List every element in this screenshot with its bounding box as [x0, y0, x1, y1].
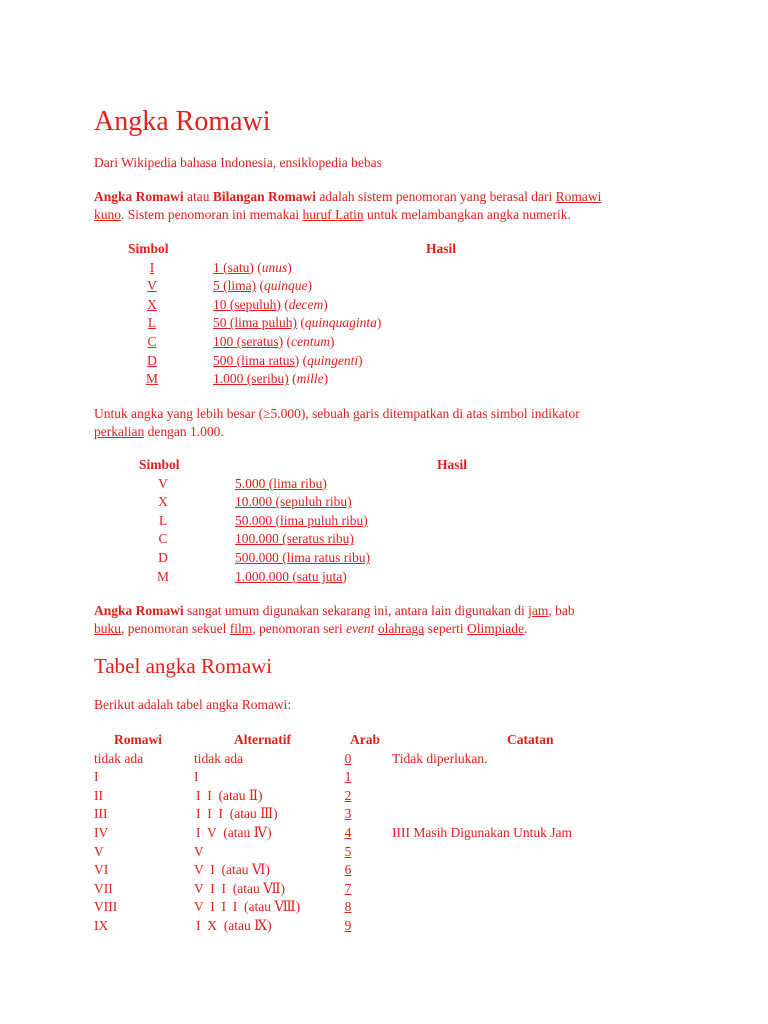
arab-link[interactable]: 9 [344, 918, 352, 933]
result-cell [213, 296, 328, 314]
usage-paragraph [94, 602, 654, 638]
romawi-cell: V [94, 843, 104, 859]
alternatif-cell: I [194, 769, 199, 785]
romawi-cell: IX [94, 918, 109, 933]
romawi-cell: I [94, 769, 99, 785]
alternatif-cell: I X (atau Ⅸ) [196, 918, 272, 933]
paren: ( [299, 352, 308, 368]
alternatif-cell: V [194, 843, 204, 859]
symbol-link[interactable]: V [147, 278, 157, 294]
arab-link[interactable]: 7 [344, 880, 352, 896]
term-event: event [345, 621, 375, 636]
paragraph-text: seperti [424, 621, 468, 636]
arab-link[interactable]: 8 [344, 899, 352, 915]
result-cell [213, 314, 381, 332]
paren: ( [253, 259, 262, 275]
paren: ( [288, 371, 297, 387]
paren: ( [256, 278, 264, 294]
latin-term: quinquaginta [304, 315, 377, 331]
intro-paragraph [94, 188, 684, 224]
term-angka-romawi: Angka Romawi [94, 189, 184, 204]
page-title: Angka Romawi [94, 106, 271, 137]
link-buku[interactable]: buku [94, 621, 121, 636]
catatan-cell: IIII Masih Digunakan Untuk Jam [392, 825, 572, 840]
intro-text: atau [183, 189, 213, 204]
header-catatan: Catatan [507, 732, 554, 747]
value-link[interactable]: 5.000 (lima ribu) [235, 475, 327, 491]
result-cell [213, 352, 363, 370]
symbol-link[interactable]: M [145, 371, 159, 387]
intro-text: untuk melambangkan angka numerik. [363, 207, 571, 222]
symbol-cell: X [158, 494, 168, 510]
link-romawi[interactable]: Romawi [555, 189, 602, 204]
alternatif-cell: tidak ada [194, 750, 244, 766]
arab-link[interactable]: 5 [344, 843, 352, 859]
romawi-cell: VIII [94, 899, 118, 915]
link-kuno[interactable]: kuno [94, 207, 121, 222]
result-cell [213, 370, 328, 388]
link-perkalian[interactable]: perkalian [94, 424, 145, 439]
arab-link[interactable]: 1 [344, 769, 352, 785]
paragraph-text: , penomoran seri [252, 621, 346, 636]
alternatif-cell: I V (atau Ⅳ) [196, 825, 272, 840]
alternatif-cell: V I (atau Ⅵ) [194, 862, 270, 878]
symbol-cell: D [158, 550, 168, 565]
link-huruf-latin[interactable]: huruf Latin [302, 207, 364, 222]
alternatif-cell: V I I I (atau Ⅷ) [194, 899, 301, 915]
arab-link[interactable]: 6 [344, 862, 352, 878]
romawi-cell: tidak ada [94, 750, 144, 766]
link-film[interactable]: film [229, 621, 253, 636]
symbol-cell: V [158, 475, 168, 491]
latin-term: unus [261, 259, 288, 275]
intro-text: adalah sistem penomoran yang berasal dari [316, 189, 556, 204]
romawi-cell: IV [94, 825, 109, 840]
header-hasil: Hasil [437, 457, 468, 472]
link-olimpiade[interactable]: Olimpiade [467, 621, 525, 636]
paragraph-text: , penomoran sekuel [121, 621, 230, 636]
value-link[interactable]: 50.000 (lima puluh ribu) [235, 512, 368, 528]
header-arab: Arab [350, 732, 380, 747]
romawi-cell: II [94, 787, 103, 803]
section-intro: Berikut adalah tabel angka Romawi: [94, 697, 292, 712]
paragraph-text: . [524, 621, 528, 636]
paren: ( [283, 334, 291, 349]
value-link[interactable]: 500.000 (lima ratus ribu) [235, 550, 370, 565]
value-link[interactable]: 5 (lima) [213, 278, 257, 294]
arab-link[interactable]: 0 [344, 750, 352, 766]
section-heading: Tabel angka Romawi [94, 654, 273, 678]
symbol-link[interactable]: C [147, 334, 157, 349]
paren: ) [287, 259, 292, 275]
value-link[interactable]: 1.000.000 (satu juta) [235, 568, 347, 584]
alternatif-cell: I I (atau Ⅱ) [196, 787, 263, 803]
alternatif-cell: I I I (atau Ⅲ) [196, 806, 278, 822]
symbol-link[interactable]: X [147, 296, 157, 312]
paragraph-text: sangat umum digunakan sekarang ini, antara lain digunakan di [183, 603, 529, 618]
latin-term: centum [290, 334, 330, 349]
header-romawi: Romawi [114, 732, 162, 747]
value-link[interactable]: 50 (lima puluh) [213, 315, 297, 331]
symbol-cell: M [156, 568, 170, 584]
latin-term: quingenti [307, 352, 359, 368]
value-link[interactable]: 1.000 (seribu) [213, 371, 289, 387]
header-simbol: Simbol [128, 241, 169, 256]
symbol-link[interactable]: D [147, 352, 157, 368]
subtitle: Dari Wikipedia bahasa Indonesia, ensiklopedia bebas [94, 155, 382, 170]
paren: ) [329, 334, 335, 349]
link-jam[interactable]: jam [528, 603, 549, 618]
arab-link[interactable]: 4 [344, 825, 352, 840]
intro-text: . Sistem penomoran ini memakai [121, 207, 303, 222]
header-hasil: Hasil [426, 241, 457, 256]
latin-term: decem [288, 296, 324, 312]
paren: ) [376, 315, 382, 331]
large-number-paragraph [94, 405, 694, 441]
symbol-cell: L [158, 512, 168, 528]
arab-link[interactable]: 3 [344, 806, 352, 822]
value-link[interactable]: 10 (sepuluh) [213, 296, 281, 312]
header-alternatif: Alternatif [234, 732, 291, 747]
latin-term: mille [296, 371, 324, 387]
romawi-cell: VII [94, 880, 113, 896]
value-link[interactable]: 10.000 (sepuluh ribu) [235, 494, 352, 510]
value-link[interactable]: 1 (satu) [213, 259, 254, 275]
term-bilangan-romawi: Bilangan Romawi [212, 189, 317, 204]
value-link[interactable]: 100.000 (seratus ribu) [235, 531, 354, 547]
paren: ) [323, 371, 329, 387]
term-angka-romawi: Angka Romawi [94, 603, 184, 618]
paren: ( [297, 315, 305, 331]
alternatif-cell: V I I (atau Ⅶ) [194, 880, 286, 896]
symbol-link[interactable]: I [149, 259, 155, 275]
header-simbol: Simbol [139, 457, 180, 472]
romawi-cell: VI [94, 862, 109, 878]
result-cell [213, 333, 334, 351]
value-link[interactable]: 100 (seratus) [213, 334, 284, 349]
paren: ( [280, 296, 289, 312]
catatan-cell: Tidak diperlukan. [392, 750, 488, 766]
result-cell [213, 277, 312, 295]
result-cell [213, 259, 292, 277]
symbol-cell: C [158, 531, 168, 547]
paren: ) [307, 278, 312, 294]
symbol-link[interactable]: L [147, 315, 157, 331]
value-link[interactable]: 500 (lima ratus) [213, 352, 300, 368]
paragraph-text: , bab [548, 603, 575, 618]
romawi-cell: III [94, 806, 108, 822]
link-olahraga[interactable]: olahraga [377, 621, 425, 636]
paren: ) [323, 296, 328, 312]
paragraph-text: Untuk angka yang lebih besar (≥5.000), sebuah garis ditempatkan di atas simbol indikator [94, 406, 580, 421]
paren: ) [358, 352, 363, 368]
latin-term: quinque [264, 278, 308, 294]
paragraph-text: dengan 1.000. [144, 424, 224, 439]
arab-link[interactable]: 2 [344, 787, 352, 803]
